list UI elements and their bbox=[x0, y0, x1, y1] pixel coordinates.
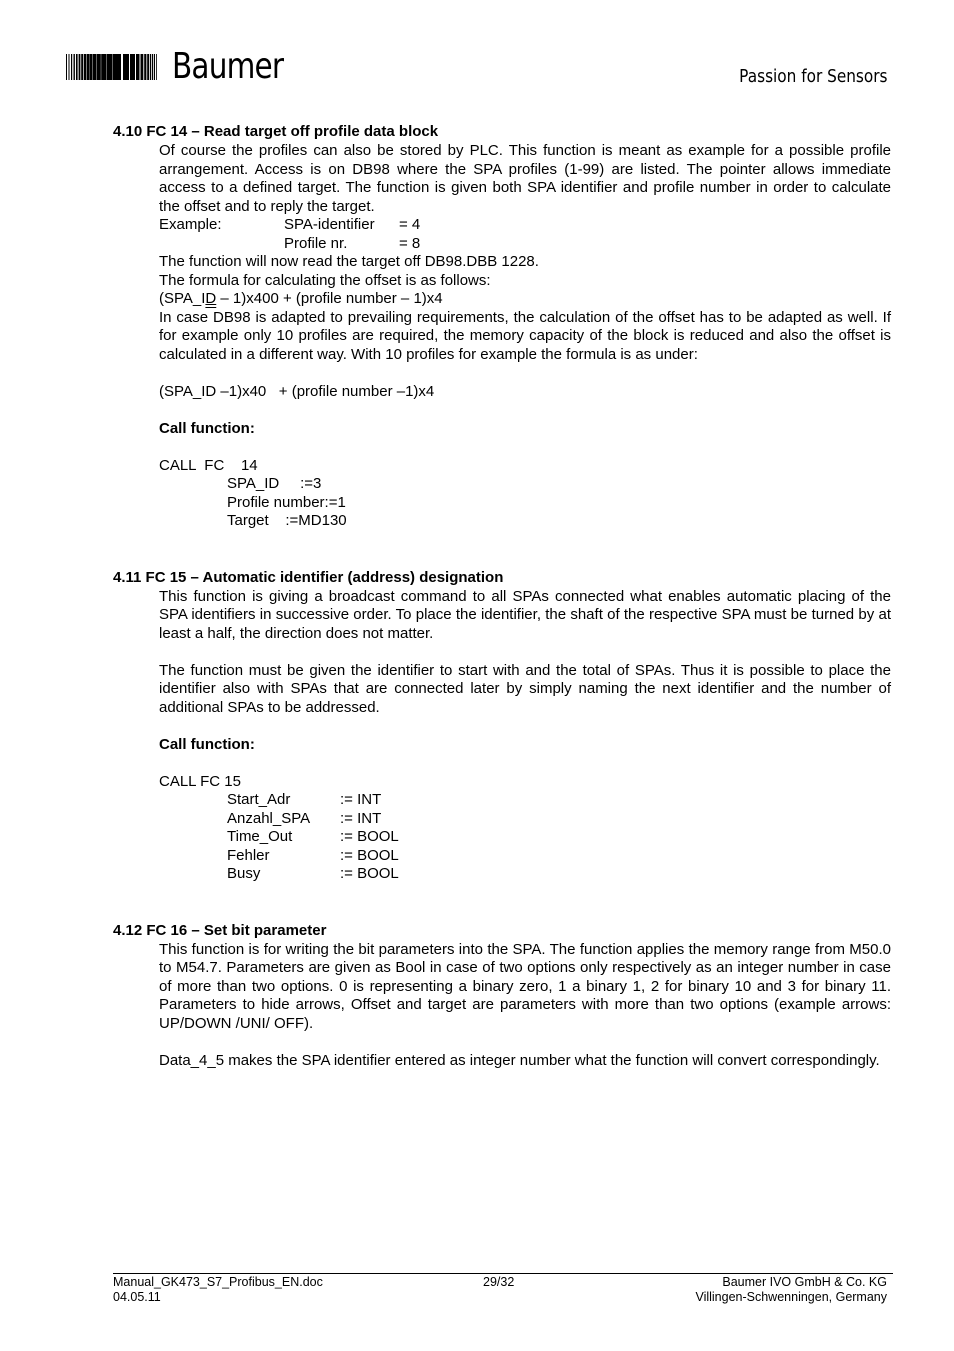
brand-name: Baumer bbox=[172, 46, 284, 87]
section-heading: 4.10 FC 14 – Read target off profile data block bbox=[113, 123, 439, 140]
section-4-10 bbox=[113, 122, 891, 531]
param-line: Start_Adr := INT bbox=[227, 791, 382, 808]
page-header bbox=[66, 48, 888, 90]
example-key: Profile nr. bbox=[284, 234, 348, 252]
call-line: CALL FC 15 bbox=[159, 772, 241, 790]
example-value: = 4 bbox=[399, 216, 421, 233]
footer-page-number: 29/32 bbox=[483, 1275, 515, 1289]
section-4-11 bbox=[113, 568, 891, 884]
paragraph: This function is for writing the bit parameters into the SPA. The function applies the memory range from M50.0 to M54.7. Parameters are given as Bool in case of two options only respectively as an integer number in case of more than two options. 0 is representing a binary zero, 1 a binary 1, 2 for binary 10 and 3 for binary 11. Parameters to hide arrows, Offset and target are parameters with more than two options (example arrows: UP/DOWN /UNI/ OFF). bbox=[159, 940, 891, 1032]
param-line: Profile number:=1 bbox=[227, 493, 346, 511]
example-row bbox=[159, 235, 891, 254]
paragraph: Of course the profiles can also be stored by PLC. This function is meant as example for a possible profile arrangement. Access is on DB98 where the SPA profiles (1-99) are listed. The pointer allows immediate access to a defined target. The function is given both SPA identifier and profile number in order to calculate the offset and to reply the target. bbox=[159, 142, 891, 215]
footer-doc-name: Manual_GK473_S7_Profibus_EN.doc bbox=[113, 1275, 323, 1289]
baumer-logo-icon bbox=[66, 54, 158, 80]
footer-company: Baumer IVO GmbH & Co. KG bbox=[722, 1275, 887, 1289]
param-line: Fehler := BOOL bbox=[227, 846, 399, 864]
param-line: SPA_ID :=3 bbox=[227, 475, 322, 492]
section-heading: 4.12 FC 16 – Set bit parameter bbox=[113, 921, 327, 939]
param-line: Busy := BOOL bbox=[227, 865, 399, 882]
paragraph: Data_4_5 makes the SPA identifier entered as integer number what the function will convert correspondingly. bbox=[159, 1051, 880, 1069]
document-body bbox=[113, 122, 891, 1070]
param-line: Time_Out := BOOL bbox=[227, 828, 399, 845]
section-heading: 4.11 FC 15 – Automatic identifier (address) designation bbox=[113, 568, 504, 586]
brand-tagline: Passion for Sensors bbox=[739, 66, 888, 87]
page-footer bbox=[113, 1273, 893, 1304]
param-line: Anzahl_SPA := INT bbox=[227, 809, 382, 827]
section-4-12 bbox=[113, 921, 891, 1071]
formula: (SPA_ID –1)x40 + (profile number –1)x4 bbox=[159, 382, 435, 400]
param-line: Target :=MD130 bbox=[227, 512, 347, 529]
example-key: SPA-identifier bbox=[284, 216, 375, 233]
paragraph: This function is giving a broadcast command to all SPAs connected what enables automatic placing of the SPA identifiers in successive order. To place the identifier, the shaft of the respective SPA must be turned by at least a half, the direction does not matter. bbox=[159, 587, 891, 642]
footer-location: Villingen-Schwenningen, Germany bbox=[695, 1290, 887, 1304]
paragraph: The function must be given the identifier to start with and the total of SPAs. Thus it is possible to place the identifier also with SPAs that are connected later by simply naming the next identifier and the number of additional SPAs to be addressed. bbox=[159, 661, 891, 716]
text-line: The function will now read the target off DB98.DBB 1228. bbox=[159, 253, 539, 270]
call-function-label: Call function: bbox=[159, 735, 255, 753]
call-function-label: Call function: bbox=[159, 419, 255, 437]
footer-date: 04.05.11 bbox=[113, 1290, 161, 1304]
paragraph: In case DB98 is adapted to prevailing requirements, the calculation of the offset has to be adapted as well. If for example only 10 profiles are required, the memory capacity of the block is reduced and also the offset is calculated in a different way. With 10 profiles for example the formula is as under: bbox=[159, 308, 891, 363]
example-label: Example: bbox=[159, 216, 222, 233]
example-row bbox=[159, 216, 891, 235]
formula: (SPA_ID – 1)x400 + (profile number – 1)x4 bbox=[159, 290, 443, 307]
text-line: The formula for calculating the offset is as follows: bbox=[159, 271, 491, 289]
example-value: = 8 bbox=[399, 234, 421, 252]
call-line: CALL FC 14 bbox=[159, 456, 258, 474]
